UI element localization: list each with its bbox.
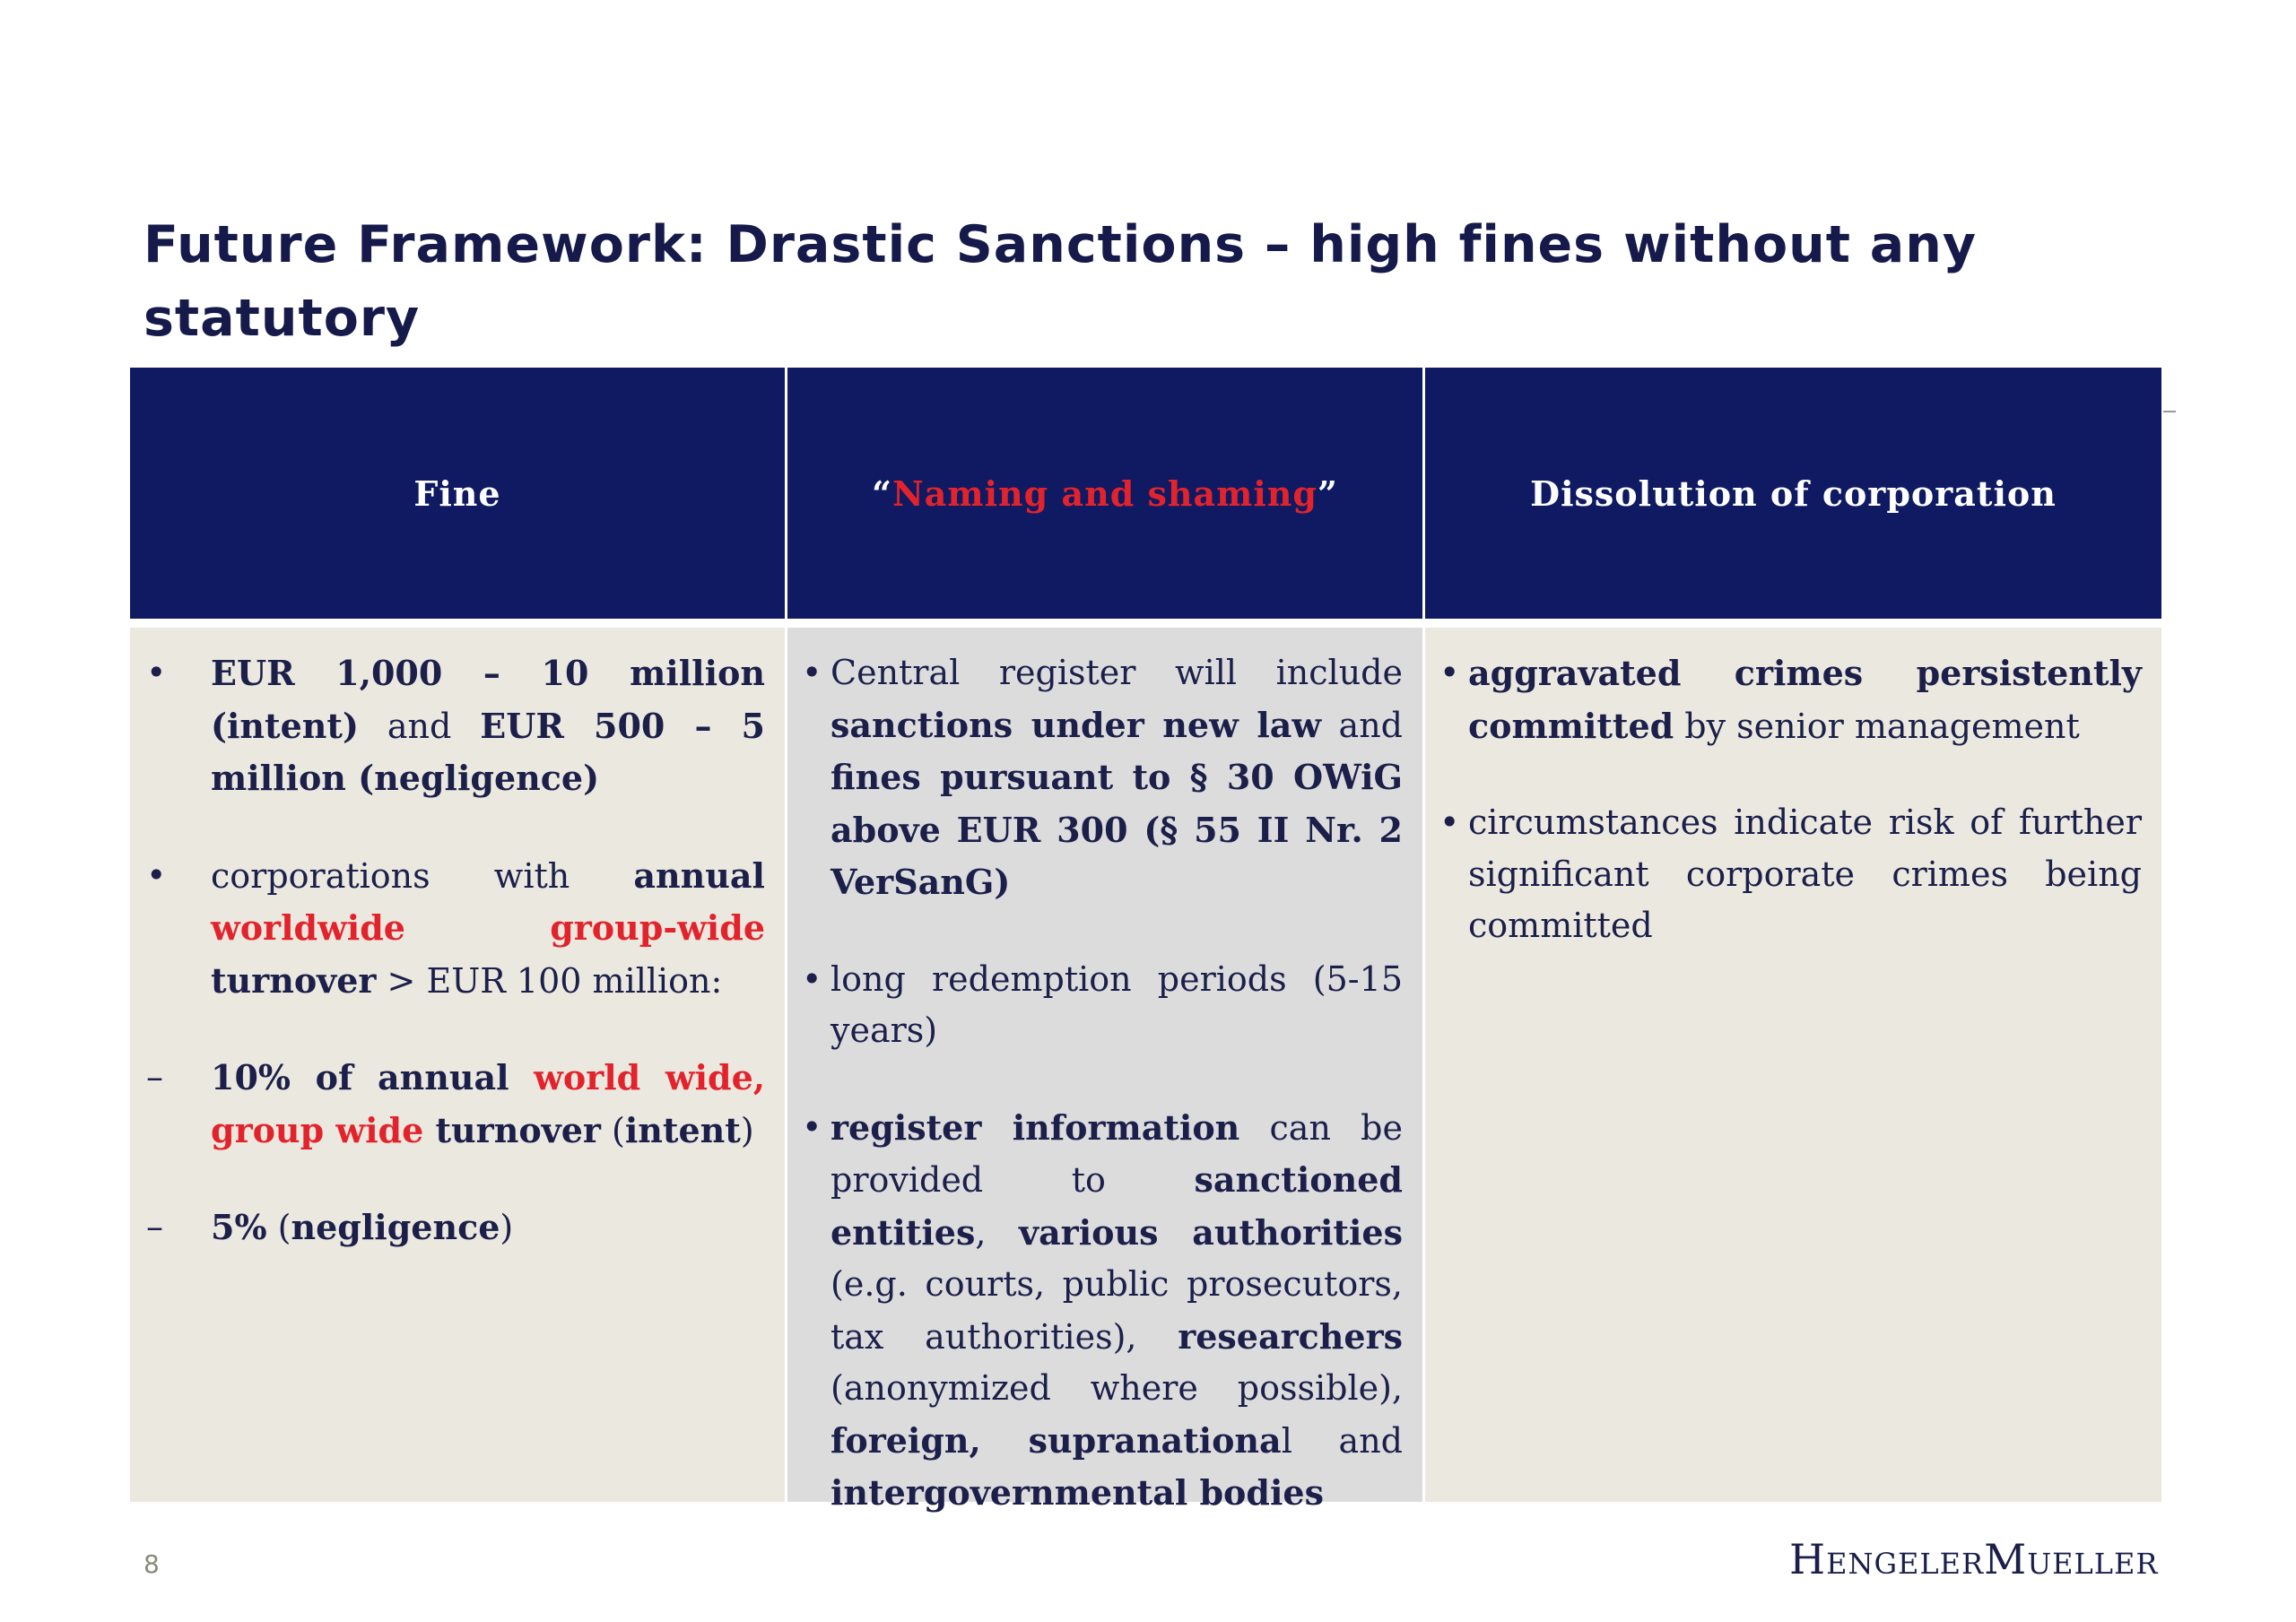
paren-open: ( [266,1208,291,1247]
dissolution-item-crimes-title: aggravated crimes persistently committed [1468,653,2142,746]
fine-item-corporations-annual: annual [633,854,765,896]
fine-item-corporations-text: corporations with [211,855,634,896]
naming-item-information-anonymized: (anonymized where possible), [831,1368,1403,1408]
fine-item-intent-percent-turnover: turnover [423,1109,601,1150]
naming-item-register-sanctions: sanctions under new law [831,704,1322,745]
fine-item-negligence-percent [130,1201,765,1254]
bullet-icon: • [802,653,822,692]
dash-icon: – [146,1057,163,1097]
fine-item-range [130,647,765,805]
naming-item-information-text: can be provided to [831,1107,1403,1200]
naming-column-header [787,368,1422,619]
naming-item-register-text: Central register will include [831,653,1403,692]
slide-title-line-1: Future Framework: Drastic Sanctions – high fines without any statutory [144,215,1978,348]
page-number: 8 [144,1549,160,1579]
hengeler-mueller-logo: HengelerMueller [1789,1535,2159,1583]
dissolution-item-crimes-text: by senior management [1674,706,2080,746]
bullet-icon: • [1439,802,1460,842]
bullet-icon: • [146,653,167,692]
naming-item-information-title: register information [831,1106,1240,1148]
bullet-icon: • [802,1106,822,1147]
naming-item-register-fines: fines pursuant to § 30 OWiG above EUR 300 (§ 55 II Nr. 2 VerSanG) [831,757,1403,902]
naming-item-information [787,1102,1403,1520]
naming-item-information-authorities: various authorities [1018,1211,1403,1253]
dissolution-item-risk-text: circumstances indicate risk of further significant corporate crimes being committed [1468,802,2142,945]
naming-header-label [872,473,1338,514]
fine-item-range-intent: EUR 1,000 – 10 million (intent) [211,653,765,746]
naming-item-redemption [787,954,1403,1057]
naming-item-register-connector: and [1321,705,1403,745]
naming-header-accent: Naming and shaming [892,473,1318,514]
naming-item-information-entities: sanctioned entities [831,1159,1403,1253]
fine-item-range-connector: and [358,706,481,746]
fine-item-corporations-highlight: worldwide group-wide [211,907,765,948]
fine-item-corporations [130,850,765,1008]
naming-item-information-connector: l and [1281,1420,1403,1461]
naming-item-information-bodies: intergovernmental bodies [831,1472,1324,1513]
dissolution-item-risk [1425,797,2142,952]
paren-close: ) [500,1208,514,1247]
dissolution-item-crimes [1425,647,2142,752]
dissolution-column [1425,368,2161,1502]
dissolution-column-body [1425,628,2161,1502]
corner-mark [2163,411,2176,412]
fine-item-intent-percent-value: 10% of annual [211,1057,535,1097]
fine-item-intent-label: intent [624,1109,741,1150]
dash-icon: – [146,1207,163,1246]
fine-item-negligence-label: negligence [291,1207,500,1247]
fine-header-label: Fine [413,473,501,514]
fine-column [130,368,785,1502]
fine-item-negligence-value: 5% [211,1207,267,1247]
fine-item-range-negligence: EUR 500 – 5 million (negligence) [211,705,765,798]
naming-item-register [787,647,1403,909]
fine-item-corporations-threshold: > EUR 100 million: [376,960,723,1001]
comma: , [975,1212,1019,1253]
bullet-icon: • [1439,653,1460,692]
naming-item-redemption-text: long redemption periods (5-15 years) [831,958,1403,1050]
dissolution-header-label: Dissolution of corporation [1530,473,2057,514]
fine-item-corporations-turnover: turnover [211,959,377,1001]
quote-close: ” [1317,473,1338,514]
naming-item-information-foreign: foreign, supranationa [831,1419,1282,1461]
naming-column-body [787,628,1422,1513]
bullet-icon: • [802,958,822,999]
fine-item-intent-percent-highlight: world wide, group wide [211,1057,765,1150]
naming-item-information-examples: (e.g. courts, public prosecutors, tax authorities), [831,1264,1403,1357]
paren-open: ( [600,1110,625,1150]
dissolution-column-header [1425,368,2161,619]
bullet-icon: • [146,854,167,895]
fine-column-header [130,368,785,619]
quote-open: “ [872,473,893,514]
sanctions-table [130,368,2161,1513]
paren-close: ) [740,1110,754,1150]
fine-column-body [130,628,785,1502]
naming-item-information-researchers: researchers [1178,1315,1403,1357]
fine-item-intent-percent [130,1052,765,1157]
naming-column [787,368,1422,1513]
